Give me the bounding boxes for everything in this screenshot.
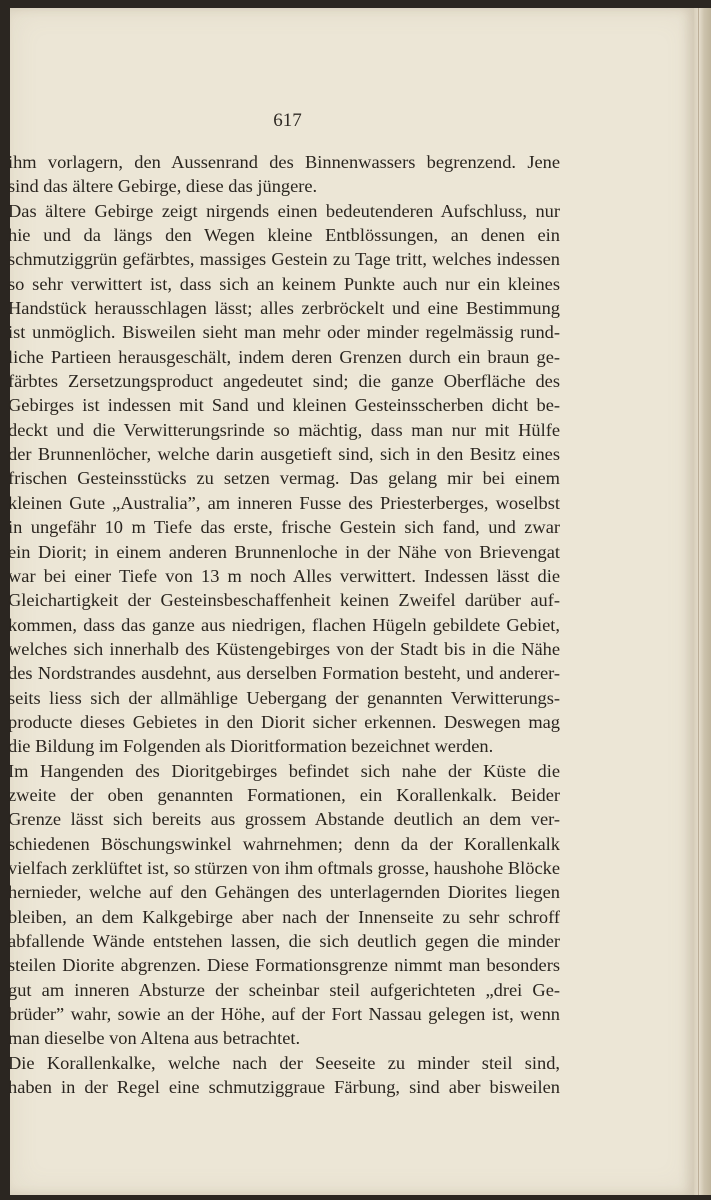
text-line: gut am inneren Absturze der scheinbar steil aufgerichteten „drei Ge- [8,979,560,1000]
text-line: brüder” wahr, sowie an der Höhe, auf der Fort Nassau gelegen ist, wenn [8,1004,560,1025]
text-line: Das ältere Gebirge zeigt nirgends einen bedeutenderen Aufschluss, nur [8,200,560,221]
text-line: ein Diorit; in einem anderen Brunnenloche in der Nähe von Brievengat [8,541,560,562]
text-line: seits liess sich der allmählige Uebergang der genannten Verwitterungs- [8,687,560,708]
scan-border [0,1195,711,1200]
text-line: sind das ältere Gebirge, diese das jüngere. [8,176,318,197]
text-line: liche Partieen herausgeschält, indem deren Grenzen durch ein braun ge- [8,346,560,367]
text-line: bleiben, an dem Kalkgebirge aber nach der Innenseite zu sehr schroff [8,906,560,927]
text-line: kommen, dass das ganze aus niedrigen, flachen Hügeln gebildete Gebiet, [8,614,560,635]
page-edge [694,8,711,1195]
text-line: war bei einer Tiefe von 13 m noch Alles verwittert. Indessen lässt die [8,565,560,586]
text-line: man dieselbe von Altena aus betrachtet. [8,1028,301,1049]
text-line: deckt und die Verwitterungsrinde so mächtig, dass man nur mit Hülfe [8,419,560,440]
page-number: 617 [273,110,302,131]
text-line: schmutziggrün gefärbtes, massiges Gestein zu Tage tritt, welches indessen [8,249,560,270]
text-line: in ungefähr 10 m Tiefe das erste, frische Gestein sich fand, und zwar [8,517,560,538]
text-line: der Brunnenlöcher, welche darin ausgetieft sind, sich in den Besitz eines [8,444,560,465]
text-line: Im Hangenden des Dioritgebirges befindet sich nahe der Küste die [8,760,560,781]
text-line: Handstück herausschlagen lässt; alles zerbröckelt und eine Bestimmung [8,298,560,319]
text-line: hie und da längs den Wegen kleine Entblössungen, an denen ein [8,225,560,246]
text-line: vielfach zerklüftet ist, so stürzen von ihm oftmals grosse, haushohe Blöcke [8,857,560,878]
body-text [8,150,560,1099]
text-line: Gebirges ist indessen mit Sand und kleinen Gesteinsscherben dicht be- [8,395,560,416]
text-line: ihm vorlagern, den Aussenrand des Binnenwassers begrenzend. Jene [8,152,560,172]
text-line: ist unmöglich. Bisweilen sieht man mehr oder minder regelmässig rund- [8,322,560,343]
text-line: des Nordstrandes ausdehnt, aus derselben Formation besteht, und anderer- [8,663,560,684]
text-line: färbtes Zersetzungsproduct angedeutet sind; die ganze Oberfläche des [8,371,560,392]
text-line: haben in der Regel eine schmutziggraue Färbung, sind aber bisweilen [8,1077,560,1098]
text-line: steilen Diorite abgrenzen. Diese Formationsgrenze nimmt man besonders [8,955,560,976]
text-line: welches sich innerhalb des Küstengebirges von der Stadt bis in die Nähe [8,638,560,659]
text-line: producte dieses Gebietes in den Diorit sicher erkennen. Deswegen mag [8,711,560,732]
text-line: die Bildung im Folgenden als Dioritformation bezeichnet werden. [8,736,494,757]
text-line: kleinen Gute „Australia”, am inneren Fusse des Priesterberges, woselbst [8,492,560,513]
text-line: zweite der oben genannten Formationen, ein Korallenkalk. Beider [8,784,560,805]
text-line: Gleichartigkeit der Gesteinsbeschaffenheit keinen Zweifel darüber auf- [8,590,560,611]
text-line: schiedenen Böschungswinkel wahrnehmen; denn da der Korallenkalk [8,833,560,854]
text-line: so sehr verwittert ist, dass sich an keinem Punkte auch nur ein kleines [8,273,560,294]
text-line: Die Korallenkalke, welche nach der Seeseite zu minder steil sind, [8,1052,560,1073]
text-line: abfallende Wände entstehen lassen, die sich deutlich gegen die minder [8,931,560,951]
text-line: hernieder, welche auf den Gehängen des unterlagernden Diorites liegen [8,882,560,903]
text-line: Grenze lässt sich bereits aus grossem Abstande deutlich an dem ver- [8,809,560,830]
text-line: frischen Gesteinsstücks zu setzen vermag. Das gelang mir bei einem [8,468,560,489]
